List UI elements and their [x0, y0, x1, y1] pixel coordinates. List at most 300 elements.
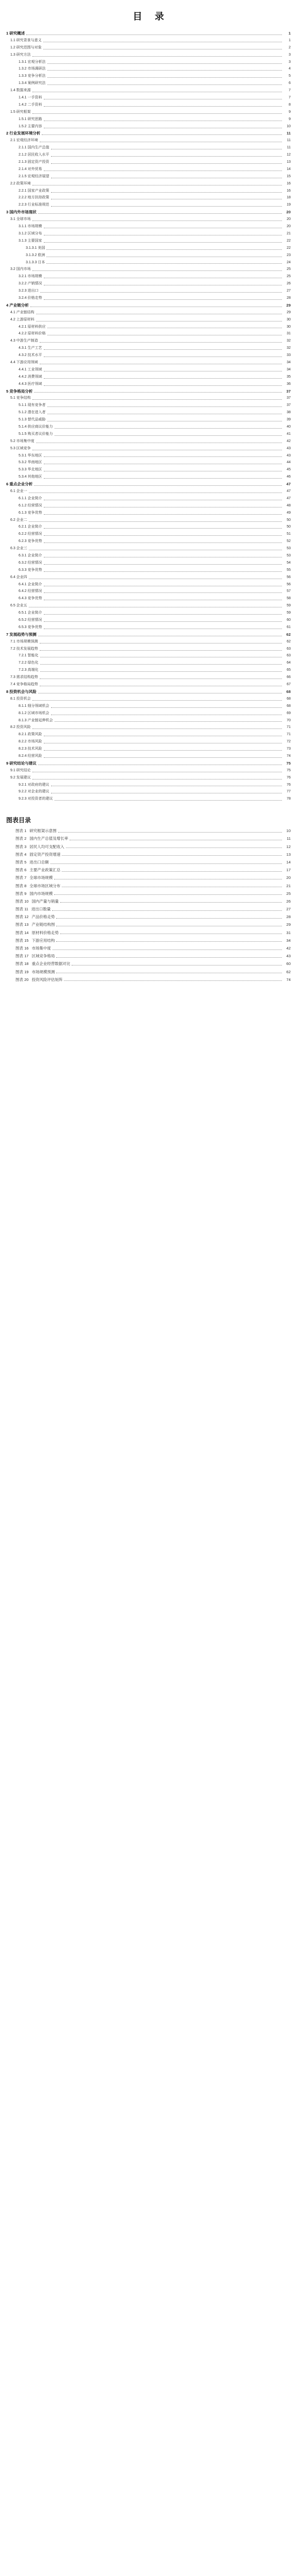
toc-entry[interactable]: [0, 523, 302, 531]
toc-entry[interactable]: [0, 788, 302, 795]
toc-entry-title: 6 重点企业分析: [6, 482, 33, 487]
figure-entry-title: 进出口总额: [29, 859, 49, 865]
dot-leader: [51, 863, 282, 864]
toc-entry[interactable]: [0, 144, 302, 151]
toc-entry-title: 5.1 竞争结构: [10, 396, 31, 400]
figure-entry-page: 29: [286, 922, 291, 927]
dot-leader: [32, 700, 282, 701]
toc-entry-title: 2 行业发展环境分析: [6, 131, 41, 136]
toc-entry-title: 6.2.3 竞争优势: [19, 539, 42, 544]
toc-entry[interactable]: [0, 567, 302, 574]
toc-entry-page: 19: [287, 203, 291, 207]
figure-entry[interactable]: [0, 921, 302, 928]
figure-entry-label: 图表 17: [15, 954, 29, 959]
toc-entry[interactable]: [0, 696, 302, 703]
toc-entry-title: 1.4.1 一手资料: [19, 96, 42, 100]
toc-entry[interactable]: [0, 423, 302, 431]
dot-leader: [38, 635, 282, 636]
dot-leader: [32, 771, 282, 772]
figure-entry-label: 图表 4: [15, 852, 27, 857]
toc-entry-page: 62: [286, 632, 291, 637]
dot-leader: [47, 413, 282, 414]
toc-entry-page: 56: [287, 575, 291, 579]
toc-entry[interactable]: [0, 352, 302, 359]
toc-entry[interactable]: [0, 166, 302, 173]
toc-entry-page: 37: [287, 403, 291, 408]
toc-entry-title: 5.1.5 购买者议价能力: [19, 432, 53, 436]
toc-entry[interactable]: [0, 581, 302, 588]
figure-entry-page: 26: [286, 899, 291, 904]
toc-entry-page: 20: [286, 210, 291, 215]
toc-entry-title: 3.1.3.3 日本: [26, 260, 45, 264]
toc-entry[interactable]: [0, 710, 302, 717]
toc-entry-title: 8.1.1 细分领域机会: [19, 704, 49, 708]
toc-entry[interactable]: [0, 495, 302, 502]
dot-leader: [51, 707, 282, 708]
toc-entry-page: 60: [287, 618, 291, 622]
toc-entry[interactable]: [0, 545, 302, 552]
toc-entry[interactable]: [0, 151, 302, 159]
dot-leader: [60, 902, 282, 903]
toc-entry-title: 2.1.5 宏观经济展望: [19, 174, 49, 178]
toc-entry[interactable]: [0, 209, 302, 216]
figure-entry-label: 图表 8: [15, 883, 27, 888]
toc-entry-title: 3.1.2 区域分布: [19, 231, 42, 235]
toc-entry[interactable]: [0, 388, 302, 395]
figure-entry-label: 图表 20: [15, 977, 29, 982]
toc-entry-page: 55: [287, 568, 291, 572]
figure-entry-page: 20: [286, 875, 291, 880]
toc-entry-title: 8.1 投资机会: [10, 697, 31, 701]
toc-entry[interactable]: [0, 137, 302, 144]
toc-entry-page: 43: [287, 446, 291, 450]
dot-leader: [44, 463, 282, 464]
toc-entry[interactable]: [0, 52, 302, 59]
figure-entry[interactable]: [0, 905, 302, 913]
toc-entry-page: 22: [287, 239, 291, 243]
toc-entry-title: 6.5.2 经营情况: [19, 618, 42, 622]
toc-entry[interactable]: [0, 753, 302, 760]
toc-entry-page: 47: [287, 489, 291, 493]
dot-leader: [44, 514, 282, 515]
toc-entry-page: 7: [289, 96, 291, 100]
toc-entry-title: 1 研究概述: [6, 31, 25, 36]
toc-entry-title: 6.3 企业三: [10, 547, 27, 551]
toc-entry[interactable]: [0, 466, 302, 473]
dot-leader: [44, 621, 282, 622]
figure-entry[interactable]: [0, 913, 302, 921]
toc-entry[interactable]: [0, 302, 302, 309]
toc-entry-page: 4: [289, 67, 291, 71]
figure-entry-page: 13: [286, 852, 291, 857]
toc-entry-page: 27: [287, 289, 291, 293]
toc-entry[interactable]: [0, 459, 302, 466]
figure-entry-label: 图表 6: [15, 868, 27, 873]
toc-entry[interactable]: [0, 173, 302, 180]
toc-entry[interactable]: [0, 65, 302, 73]
dot-leader: [29, 549, 282, 550]
toc-entry-page: 16: [287, 181, 291, 185]
figure-entry-label: 图表 1: [15, 828, 27, 834]
dot-leader: [51, 198, 282, 199]
toc-entry[interactable]: [0, 574, 302, 581]
toc-entry-page: 69: [287, 711, 291, 715]
toc-entry[interactable]: [0, 44, 302, 52]
figure-entry[interactable]: [0, 968, 302, 976]
toc-entry-page: 31: [287, 332, 291, 336]
toc-entry-page: 75: [287, 768, 291, 772]
figure-entry[interactable]: [0, 882, 302, 890]
figure-entry[interactable]: [0, 843, 302, 851]
dot-leader: [62, 871, 282, 872]
toc-entry-title: 4.4.2 消费领域: [19, 375, 42, 379]
toc-entry[interactable]: [0, 123, 302, 130]
toc-entry[interactable]: [0, 259, 302, 266]
figure-entry[interactable]: [0, 835, 302, 842]
toc-entry[interactable]: [0, 180, 302, 188]
figure-entry-page: 12: [286, 844, 291, 849]
figure-entry[interactable]: [0, 929, 302, 937]
toc-entry-page: 51: [287, 532, 291, 536]
toc-entry[interactable]: [0, 59, 302, 66]
figure-entry-label: 图表 2: [15, 836, 27, 841]
toc-entry-title: 4.4.1 工业领域: [19, 367, 42, 371]
toc-entry[interactable]: [0, 431, 302, 438]
toc-entry-title: 4.4 下游应用领域: [10, 360, 38, 364]
figure-entry-page: 62: [286, 969, 291, 974]
toc-entry-title: 3.2.3 进出口: [19, 289, 39, 293]
dot-leader: [44, 614, 282, 615]
toc-entry-page: 66: [287, 675, 291, 680]
toc-entry[interactable]: [0, 502, 302, 510]
toc-entry-page: 30: [287, 325, 291, 329]
figure-entry[interactable]: [0, 866, 302, 874]
dot-leader: [56, 957, 282, 958]
toc-entry-title: 8.2.2 市场风险: [19, 740, 42, 744]
dot-leader: [47, 84, 282, 85]
dot-leader: [44, 277, 282, 278]
toc-entry[interactable]: [0, 782, 302, 789]
toc-entry[interactable]: [0, 531, 302, 538]
toc-entry-page: 2: [289, 45, 291, 49]
toc-entry[interactable]: [0, 252, 302, 259]
toc-entry-title: 1.3.4 案例研究法: [19, 81, 46, 86]
toc-entry[interactable]: [0, 159, 302, 166]
figure-entry-label: 图表 3: [15, 844, 27, 849]
dot-leader: [30, 306, 282, 307]
toc-entry-title: 5.3.4 其他地区: [19, 475, 42, 479]
toc-entry[interactable]: [0, 324, 302, 331]
toc-entry-title: 5.3.1 华东地区: [19, 453, 42, 457]
toc-entry[interactable]: [0, 188, 302, 195]
dot-leader: [55, 721, 282, 722]
toc-entry-page: 67: [287, 683, 291, 687]
toc-entry-page: 42: [287, 439, 291, 443]
toc-entry-page: 58: [287, 597, 291, 601]
toc-entry[interactable]: [0, 130, 302, 137]
toc-entry-page: 28: [287, 296, 291, 300]
dot-leader: [53, 949, 282, 950]
figure-entry-title: 投资风险评估矩阵: [31, 977, 63, 982]
toc-entry[interactable]: [0, 223, 302, 230]
figure-entry[interactable]: [0, 960, 302, 968]
toc-entry[interactable]: [0, 510, 302, 517]
toc-entry[interactable]: [0, 452, 302, 460]
dot-leader: [47, 70, 282, 71]
dot-leader: [60, 933, 282, 934]
toc-entry-title: 7.2.1 智能化: [19, 654, 39, 658]
toc-entry[interactable]: [0, 738, 302, 745]
dot-leader: [52, 910, 282, 911]
toc-entry[interactable]: [0, 109, 302, 116]
dot-leader: [47, 63, 282, 64]
toc-entry[interactable]: [0, 724, 302, 731]
dot-leader: [40, 363, 282, 364]
toc-entry[interactable]: [0, 667, 302, 674]
toc-entry[interactable]: [0, 445, 302, 452]
toc-entry[interactable]: [0, 774, 302, 782]
toc-entry[interactable]: [0, 795, 302, 803]
toc-entry[interactable]: [0, 287, 302, 295]
toc-entry-title: 9.2.3 对投资者的建议: [19, 797, 53, 801]
toc-entry[interactable]: [0, 245, 302, 252]
toc-entry[interactable]: [0, 316, 302, 324]
toc-entry-title: 2.1.3 固定资产投资: [19, 160, 49, 164]
toc-entry-title: 1.5 研究框架: [10, 110, 31, 114]
toc-entry-title: 8.2.3 技术风险: [19, 747, 42, 751]
toc-entry[interactable]: [0, 659, 302, 667]
figure-entry[interactable]: [0, 874, 302, 882]
toc-entry-title: 7.4 竞争格局趋势: [10, 683, 38, 687]
toc-entry[interactable]: [0, 73, 302, 80]
toc-entry[interactable]: [0, 652, 302, 659]
toc-entry-title: 1.5.2 主要内容: [19, 124, 42, 128]
toc-entry-page: 32: [287, 346, 291, 350]
toc-entry-page: 1: [288, 31, 291, 36]
figure-entry-label: 图表 16: [15, 946, 29, 951]
toc-entry[interactable]: [0, 646, 302, 653]
toc-entry[interactable]: [0, 381, 302, 388]
toc-entry[interactable]: [0, 295, 302, 302]
toc-entry[interactable]: [0, 538, 302, 545]
figure-entry[interactable]: [0, 858, 302, 866]
toc-entry[interactable]: [0, 617, 302, 624]
toc-entry[interactable]: [0, 595, 302, 602]
dot-leader: [34, 392, 282, 393]
figure-entry[interactable]: [0, 827, 302, 835]
toc-entry-title: 5.1.1 现有竞争者: [19, 403, 46, 408]
toc-entry[interactable]: [0, 602, 302, 609]
toc-entry[interactable]: [0, 273, 302, 280]
toc-entry-page: 76: [287, 783, 291, 787]
toc-entry[interactable]: [0, 760, 302, 767]
toc-entry[interactable]: [0, 266, 302, 273]
toc-entry[interactable]: [0, 681, 302, 688]
toc-entry-title: 6.4.3 竞争优势: [19, 597, 42, 601]
toc-entry-page: 9: [289, 110, 291, 114]
toc-entry[interactable]: [0, 37, 302, 44]
toc-entry[interactable]: [0, 481, 302, 488]
dot-leader: [36, 313, 282, 314]
toc-entry[interactable]: [0, 416, 302, 423]
page-title: 目 录: [132, 11, 170, 22]
toc-entry-title: 3.1.3.1 美国: [26, 246, 45, 250]
toc-entry-page: 76: [287, 775, 291, 779]
dot-leader: [44, 299, 282, 300]
toc-entry-page: 77: [287, 790, 291, 794]
toc-entry-title: 8.2.4 经营风险: [19, 754, 42, 758]
toc-entry-page: 21: [287, 231, 291, 235]
toc-entry-page: 47: [286, 482, 291, 487]
toc-entry-title: 1.3.3 竞争分析法: [19, 74, 46, 78]
toc-entry[interactable]: [0, 688, 302, 696]
dot-leader: [70, 839, 282, 840]
toc-entry-title: 6.3.2 经营情况: [19, 561, 42, 565]
toc-entry-page: 6: [289, 81, 291, 86]
toc-entry[interactable]: [0, 337, 302, 345]
figure-entry-title: 全球市场区域分布: [29, 883, 61, 888]
toc-entry[interactable]: [0, 359, 302, 366]
toc-entry[interactable]: [0, 330, 302, 337]
toc-entry[interactable]: [0, 366, 302, 374]
toc-entry-title: 5.3.2 华南地区: [19, 461, 42, 465]
figure-entry-title: 产品价格走势: [31, 914, 55, 920]
toc-entry[interactable]: [0, 238, 302, 245]
toc-entry-title: 2.1.2 居民收入水平: [19, 153, 49, 157]
dot-leader: [40, 342, 282, 343]
toc-entry[interactable]: [0, 309, 302, 316]
toc-entry-title: 3.1 全球市场: [10, 217, 31, 222]
toc-entry-title: 6.2 企业二: [10, 518, 27, 522]
toc-entry[interactable]: [0, 80, 302, 87]
toc-entry-page: 33: [287, 353, 291, 358]
toc-entry-title: 9.2.2 对企业的建议: [19, 790, 49, 794]
dot-leader: [40, 685, 282, 686]
toc-entry[interactable]: [0, 345, 302, 352]
figure-entry[interactable]: [0, 890, 302, 897]
toc-entry[interactable]: [0, 517, 302, 524]
figure-entry[interactable]: [0, 897, 302, 905]
toc-entry[interactable]: [0, 87, 302, 94]
toc-entry-title: 4.3 中游生产制造: [10, 339, 38, 343]
dot-leader: [47, 77, 282, 78]
toc-entry-page: 68: [286, 689, 291, 694]
toc-entry[interactable]: [0, 703, 302, 710]
dot-leader: [36, 320, 282, 321]
dot-leader: [40, 292, 282, 293]
toc-entry[interactable]: [0, 588, 302, 595]
toc-entry-page: 68: [287, 704, 291, 708]
dot-leader: [51, 206, 282, 207]
toc-entry[interactable]: [0, 280, 302, 287]
toc-entry[interactable]: [0, 216, 302, 223]
toc-entry[interactable]: [0, 438, 302, 445]
toc-entry[interactable]: [0, 624, 302, 631]
toc-entry-title: 8.2.1 政策风险: [19, 733, 42, 737]
toc-entry-page: 73: [287, 747, 291, 751]
figure-entry-title: 下游应用结构: [31, 938, 55, 943]
toc-entry-title: 6.4.2 经营情况: [19, 589, 42, 594]
toc-entry-page: 3: [289, 53, 291, 57]
figure-entry-label: 图表 14: [15, 930, 29, 935]
dot-leader: [44, 227, 282, 228]
toc-entry[interactable]: [0, 609, 302, 617]
dot-leader: [55, 800, 282, 801]
toc-entry-title: 8.1.2 区域市场机会: [19, 711, 49, 715]
toc-entry[interactable]: [0, 638, 302, 646]
dot-leader: [54, 894, 282, 895]
dot-leader: [40, 678, 282, 679]
figure-entry[interactable]: [0, 952, 302, 960]
dot-leader: [44, 556, 282, 557]
toc-entry-title: 7.3 需求结构趋势: [10, 675, 38, 680]
dot-leader: [44, 284, 282, 285]
toc-entry[interactable]: [0, 395, 302, 402]
dot-leader: [44, 356, 282, 357]
toc-entry[interactable]: [0, 101, 302, 109]
toc-entry[interactable]: [0, 767, 302, 774]
dot-leader: [46, 249, 282, 250]
toc-entry[interactable]: [0, 552, 302, 560]
dot-leader: [29, 492, 282, 493]
toc-entry-title: 5.2 市场集中度: [10, 439, 35, 443]
toc-entry[interactable]: [0, 402, 302, 409]
toc-entry[interactable]: [0, 374, 302, 381]
toc-entry-page: 15: [287, 174, 291, 178]
toc-entry-page: 35: [287, 375, 291, 379]
toc-entry[interactable]: [0, 409, 302, 416]
toc-entry-title: 7.2.3 高端化: [19, 668, 39, 672]
dot-leader: [44, 742, 282, 743]
figure-entry[interactable]: [0, 851, 302, 858]
toc-entry[interactable]: [0, 201, 302, 209]
toc-entry[interactable]: [0, 560, 302, 567]
toc-entry-title: 8.2 投资风险: [10, 725, 31, 730]
dot-leader: [40, 656, 282, 657]
toc-entry[interactable]: [0, 194, 302, 201]
toc-entry[interactable]: [0, 230, 302, 238]
figure-entry-title: 固定资产投资增速: [29, 852, 61, 857]
toc-entry[interactable]: [0, 717, 302, 724]
figure-entry-title: 产业链结构图: [31, 922, 55, 927]
toc-entry[interactable]: [0, 631, 302, 638]
toc-entry-page: 1: [289, 38, 291, 42]
toc-entry[interactable]: [0, 116, 302, 123]
toc-entry-title: 3.2.1 市场规模: [19, 275, 42, 279]
toc-entry-page: 59: [287, 611, 291, 615]
toc-entry[interactable]: [0, 745, 302, 753]
dot-leader: [54, 878, 282, 879]
toc-entry-title: 4.2.2 原材料价格: [19, 332, 46, 336]
toc-entry-title: 2.2 政策环境: [10, 181, 31, 185]
toc-entry-title: 5.1.4 供应商议价能力: [19, 425, 53, 429]
toc-entry[interactable]: [0, 674, 302, 681]
figure-entry[interactable]: [0, 937, 302, 944]
toc-entry-title: 7 发展趋势与预测: [6, 632, 37, 637]
toc-entry-title: 3 国内外市场现状: [6, 210, 37, 215]
toc-entry[interactable]: [0, 731, 302, 738]
dot-leader: [44, 378, 282, 379]
toc-entry-page: 8: [289, 103, 291, 107]
toc-entry-title: 1.5.1 研究思路: [19, 117, 42, 121]
toc-entry[interactable]: [0, 473, 302, 481]
figure-entry[interactable]: [0, 944, 302, 952]
figure-entry[interactable]: [0, 976, 302, 984]
figure-entry-label: 图表 19: [15, 969, 29, 974]
toc-entry[interactable]: [0, 94, 302, 101]
toc-entry[interactable]: [0, 488, 302, 495]
toc-entry[interactable]: [0, 30, 302, 37]
